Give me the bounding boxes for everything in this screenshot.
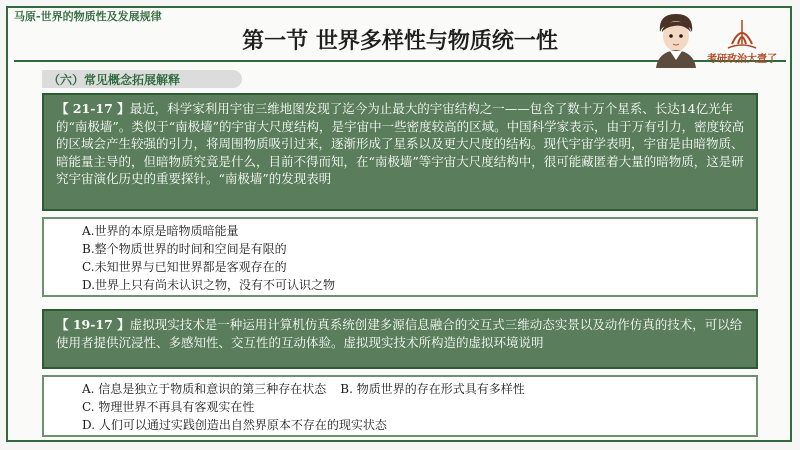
avatar	[646, 10, 706, 68]
course-label: 马原-世界的物质性及发展规律	[14, 10, 162, 23]
question-1-options	[42, 217, 758, 297]
question-2-box	[42, 309, 758, 369]
option-a[interactable]: A.世界的本原是暗物质暗能量	[82, 224, 239, 238]
question-2-code: 【 19-17 】	[56, 317, 130, 332]
page-title: 第一节 世界多样性与物质统一性	[242, 28, 558, 54]
option-d[interactable]: D.世界上只有尚未认识之物，没有不可认识之物	[82, 278, 336, 292]
section-heading: （六）常见概念拓展解释	[48, 73, 181, 87]
question-2-stem: 虚拟现实技术是一种运用计算机仿真系统创建多源信息融合的交互式三维动态实景以及动作仿真的技术，可以给使用者提供沉浸性、多感知性、交互性的互动体验。虚拟现实技术所构造的虚拟环境说明	[56, 317, 743, 350]
question-1-code: 【 21-17 】	[56, 101, 130, 116]
question-1-stem: 最近，科学家利用宇宙三维地图发现了迄今为止最大的宇宙结构之一——包含了数十万个星系、长达14亿光年的“南极墙”。类似于“南极墙”的宇宙大尺度结构，是宇宙中一些密度较高的区域。中国科学家表示，由于万有引力，密度较高的区域会产生较强的引力，将周围物质吸引过来，逐渐形成了星系以及更大尺度的结构。现代宇宙学表明，宇宙是由暗物质、暗能量主导的，但暗物质究竟是什么，目前不得而知，在“南极墙”等宇宙大尺度结构中，很可能藏匿着大量的暗物质，这是研究宇宙演化历史的重要探针。“南极墙”的发现表明	[56, 101, 745, 186]
question-2-options	[42, 375, 758, 437]
option-b[interactable]: B.整个物质世界的时间和空间是有限的	[82, 242, 287, 256]
option-c[interactable]: C.未知世界与已知世界都是客观存在的	[82, 260, 287, 274]
option-d[interactable]: D. 人们可以通过实践创造出自然界原本不存在的现实状态	[82, 418, 387, 432]
question-1-box	[42, 93, 758, 211]
brand-logo-text: 考研政治大壹了	[707, 54, 777, 65]
option-a[interactable]: A. 信息是独立于物质和意识的第三种存在状态	[82, 382, 327, 396]
option-c[interactable]: C. 物理世界不再具有客观实在性	[82, 400, 255, 414]
option-b[interactable]: B. 物质世界的存在形式具有多样性	[340, 382, 525, 396]
option-row-ab	[82, 380, 748, 398]
